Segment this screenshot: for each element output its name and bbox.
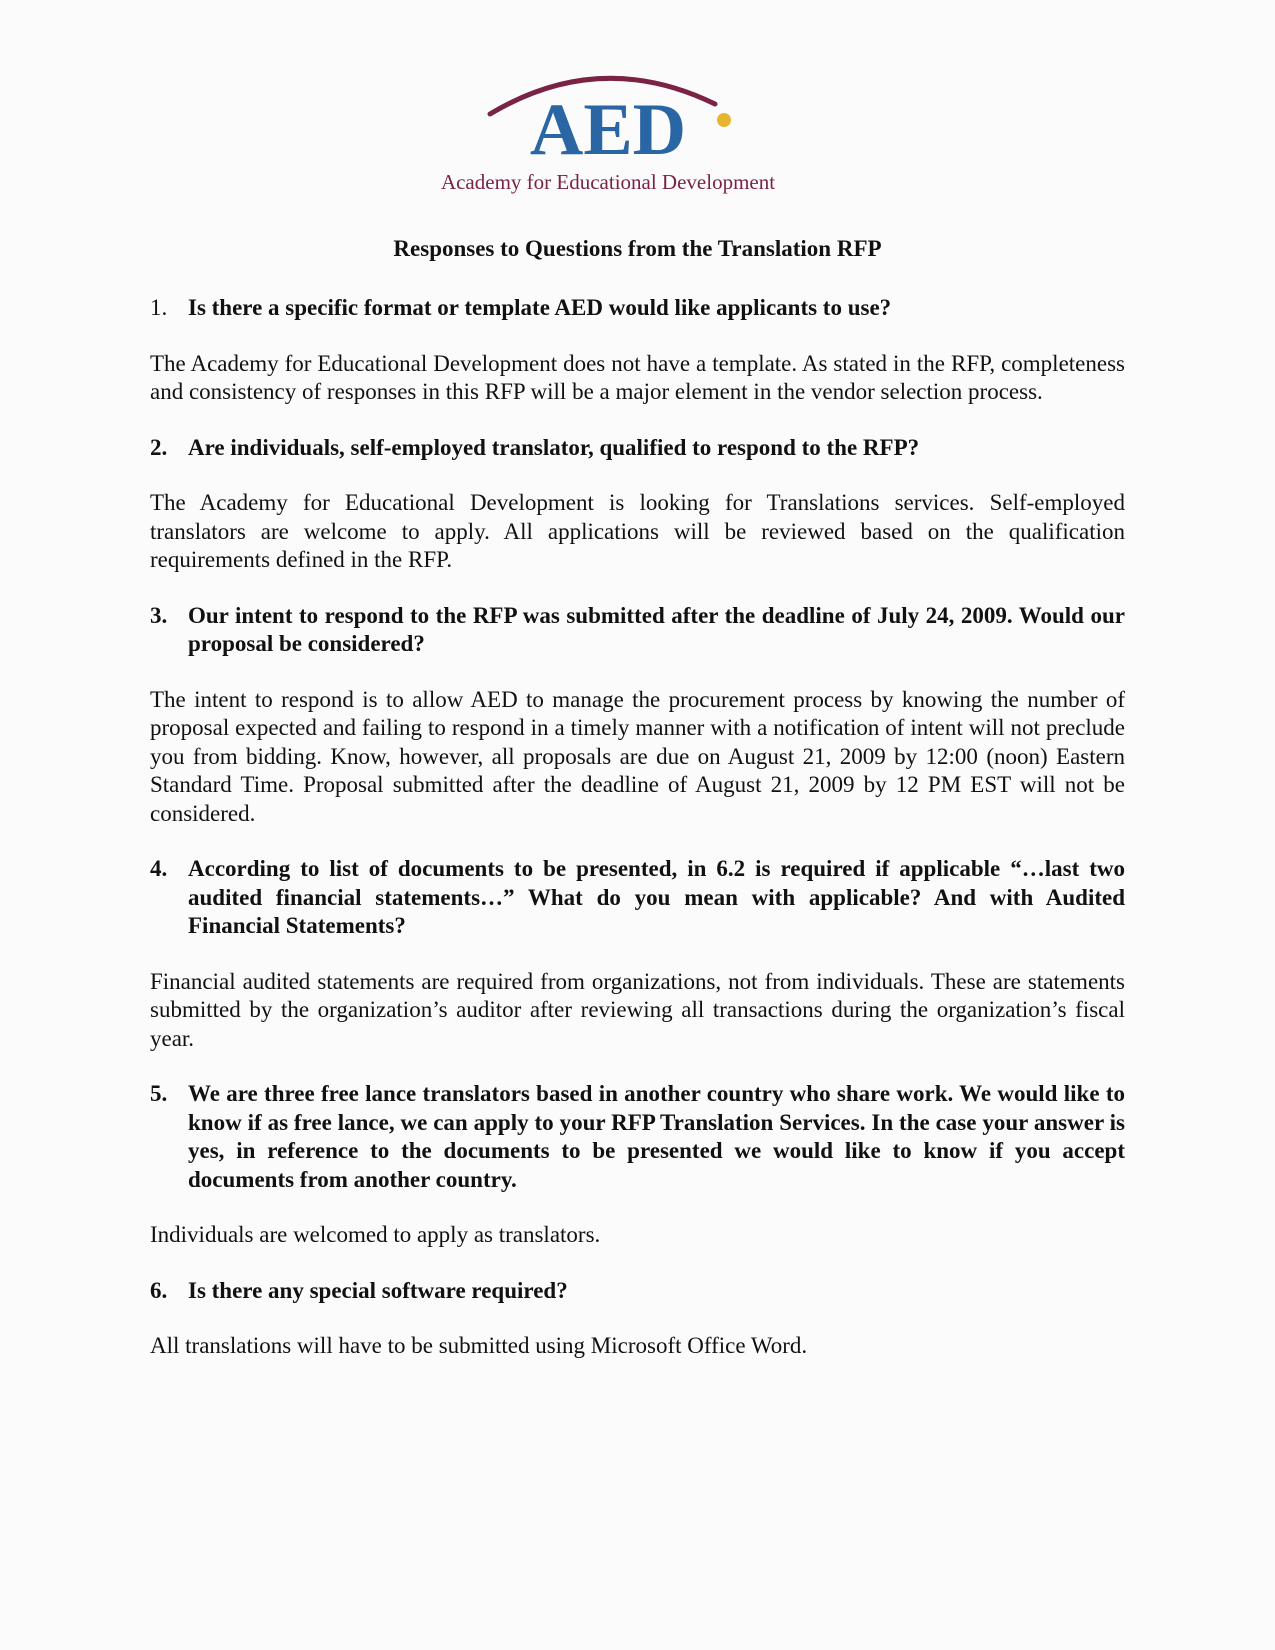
answer-3: The intent to respond is to allow AED to manage the procurement process by knowing the number of proposal expected and failing to respond in a timely manner with a notification of intent will not preclude you from bidding. Know, however, all proposals are due on August 21, 2009 by 12:00 (noon) Eastern Standard Time. Proposal submitted after the deadline of August 21, 2009 by 12 PM EST will not be considered.	[150, 686, 1125, 826]
answer-5: Individuals are welcomed to apply as translators.	[150, 1222, 601, 1247]
question-5	[150, 1080, 1125, 1194]
answer-1: The Academy for Educational Development does not have a template. As stated in the RFP, completeness and consistency of responses in this RFP will be a major element in the vendor selection process.	[150, 350, 1125, 404]
question-text: Our intent to respond to the RFP was submitted after the deadline of July 24, 2009. Would our proposal be considered?	[188, 602, 1125, 656]
answer-2: The Academy for Educational Development is looking for Translations services. Self-employed translators are welcome to apply. All applications will be reviewed based on the qualification requirements defined in the RFP.	[150, 490, 1125, 572]
question-number: 6.	[150, 1277, 168, 1303]
question-text: Are individuals, self-employed translator, qualified to respond to the RFP?	[188, 434, 920, 460]
question-text: According to list of documents to be presented, in 6.2 is required if applicable “…last two audited financial statements…” What do you mean with applicable? And with Audited Financial Statements?	[188, 856, 1125, 938]
aed-logo-graphic	[440, 66, 840, 216]
answer-6: All translations will have to be submitted using Microsoft Office Word.	[150, 1333, 808, 1358]
question-1	[150, 294, 1125, 323]
logo-org-name: Academy for Educational Development	[440, 170, 776, 194]
question-2	[150, 434, 1125, 463]
document-body	[150, 234, 1125, 1388]
logo-wordmark: AED	[529, 89, 687, 171]
aed-logo	[440, 66, 840, 216]
question-number: 5.	[150, 1081, 168, 1106]
question-number: 4.	[150, 856, 168, 881]
question-text: Is there a specific format or template AED would like applicants to use?	[188, 295, 892, 320]
page-title: Responses to Questions from the Translation RFP	[393, 236, 882, 261]
question-number: 1.	[150, 295, 168, 320]
question-text: We are three free lance translators based in another country who share work. We would like to know if as free lance, we can apply to your RFP Translation Services. In the case your answer is yes, in reference to the documents to be presented we would like to know if you accept documents from another country.	[188, 1081, 1125, 1192]
question-6	[150, 1277, 1125, 1306]
question-3	[150, 602, 1125, 659]
question-text: Is there any special software required?	[188, 1277, 568, 1303]
question-number: 2.	[150, 434, 168, 460]
question-number: 3.	[150, 602, 168, 628]
question-4	[150, 855, 1125, 941]
logo-dot	[717, 113, 731, 127]
answer-4: Financial audited statements are required from organizations, not from individuals. These are statements submitted by the organization’s auditor after reviewing all transactions during the organization’s fiscal year.	[150, 968, 1125, 1051]
